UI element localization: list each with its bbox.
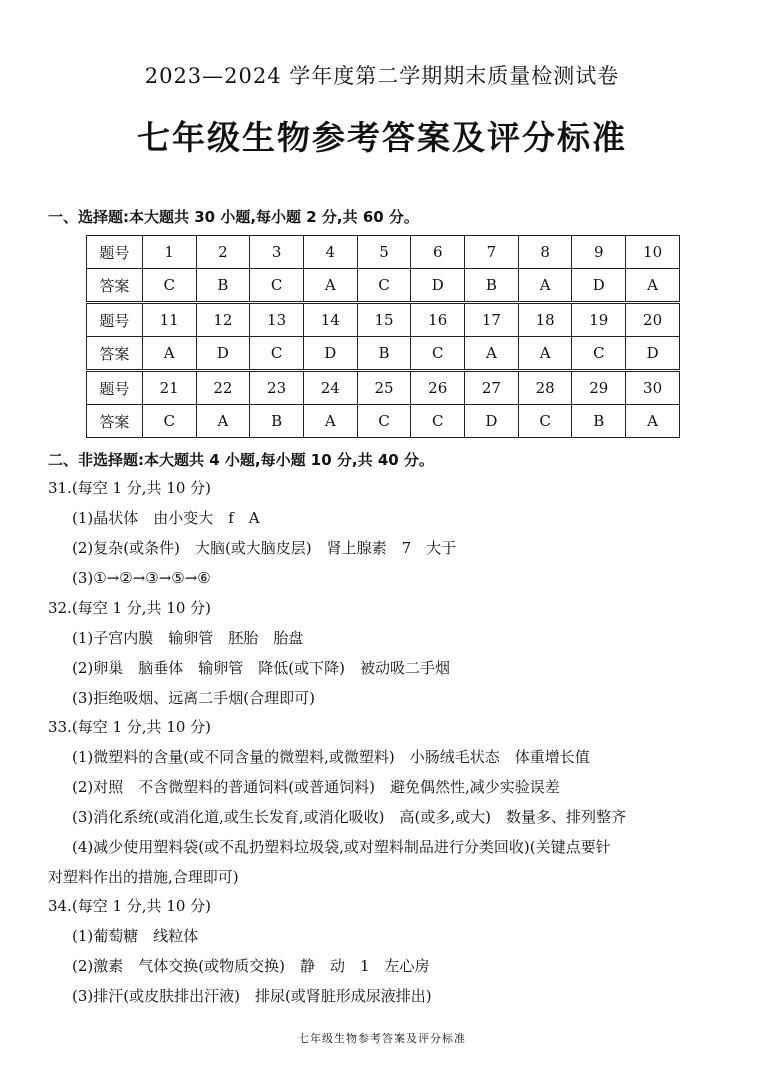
answer-line: (2)对照 不含微塑料的普通饲料(或普通饲料) 避免偶然性,减少实验误差 bbox=[72, 778, 560, 796]
question-number-cell: 24 bbox=[303, 371, 357, 405]
answer-cell: C bbox=[572, 337, 626, 371]
answer-cell: B bbox=[250, 405, 304, 438]
exam-subtitle: 2023—2024 学年度第二学期期末质量检测试卷 bbox=[144, 64, 620, 88]
answer-cell: A bbox=[142, 337, 196, 371]
document-title: 七年级生物参考答案及评分标准 bbox=[137, 118, 627, 157]
answer-cell: C bbox=[142, 405, 196, 438]
question-number-cell: 15 bbox=[357, 303, 411, 337]
answer-line: (1)子宫内膜 输卵管 胚胎 胎盘 bbox=[72, 629, 304, 647]
answer-cell: C bbox=[250, 337, 304, 371]
question-number-cell: 2 bbox=[196, 236, 250, 269]
answer-line: (1)微塑料的含量(或不同含量的微塑料,或微塑料) 小肠绒毛状态 体重增长值 bbox=[72, 748, 590, 766]
question-number-row bbox=[87, 371, 680, 405]
question-number-cell: 17 bbox=[465, 303, 519, 337]
section-1-heading: 一、选择题:本大题共 30 小题,每小题 2 分,共 60 分。 bbox=[48, 208, 419, 226]
answer-cell: C bbox=[411, 337, 465, 371]
answer-cell: A bbox=[518, 269, 572, 303]
question-number-cell: 14 bbox=[303, 303, 357, 337]
question-number-cell: 9 bbox=[572, 236, 626, 269]
answer-line: (2)激素 气体交换(或物质交换) 静 动 1 左心房 bbox=[72, 957, 430, 975]
question-number-cell: 6 bbox=[411, 236, 465, 269]
question-number-cell: 26 bbox=[411, 371, 465, 405]
answer-cell: A bbox=[626, 269, 680, 303]
question-number-row bbox=[87, 303, 680, 337]
answer-cell: C bbox=[142, 269, 196, 303]
answer-cell: A bbox=[303, 269, 357, 303]
question-number-cell: 3 bbox=[250, 236, 304, 269]
answer-cell: A bbox=[303, 405, 357, 438]
question-number-cell: 4 bbox=[303, 236, 357, 269]
question-number-cell: 11 bbox=[142, 303, 196, 337]
answer-cell: C bbox=[250, 269, 304, 303]
answer-cell: D bbox=[626, 337, 680, 371]
question-heading: 31.(每空 1 分,共 10 分) bbox=[48, 479, 212, 497]
section-2-heading: 二、非选择题:本大题共 4 小题,每小题 10 分,共 40 分。 bbox=[48, 451, 434, 469]
answer-cell: D bbox=[465, 405, 519, 438]
answer-cell: A bbox=[196, 405, 250, 438]
answer-cell: D bbox=[411, 269, 465, 303]
question-number-cell: 16 bbox=[411, 303, 465, 337]
question-number-cell: 7 bbox=[465, 236, 519, 269]
question-32 bbox=[48, 593, 738, 713]
question-34 bbox=[48, 891, 738, 1011]
answer-row bbox=[87, 405, 680, 438]
answer-line: (1)葡萄糖 线粒体 bbox=[72, 927, 199, 945]
answer-cell: D bbox=[196, 337, 250, 371]
answer-row bbox=[87, 269, 680, 303]
question-number-cell: 1 bbox=[142, 236, 196, 269]
question-number-cell: 27 bbox=[465, 371, 519, 405]
answer-cell: C bbox=[357, 405, 411, 438]
answer-line: (3)①→②→③→⑤→⑥ bbox=[72, 569, 211, 587]
answer-cell: A bbox=[626, 405, 680, 438]
answer-cell: B bbox=[357, 337, 411, 371]
answer-cell: B bbox=[465, 269, 519, 303]
row-label: 题号 bbox=[87, 371, 143, 405]
question-number-cell: 19 bbox=[572, 303, 626, 337]
answer-line: (2)复杂(或条件) 大脑(或大脑皮层) 肾上腺素 7 大于 bbox=[72, 539, 457, 557]
answer-cell: A bbox=[465, 337, 519, 371]
question-number-cell: 21 bbox=[142, 371, 196, 405]
question-number-cell: 12 bbox=[196, 303, 250, 337]
answer-cell: B bbox=[196, 269, 250, 303]
answer-line: (2)卵巢 脑垂体 输卵管 降低(或下降) 被动吸二手烟 bbox=[72, 659, 450, 677]
answer-line: (3)消化系统(或消化道,或生长发育,或消化吸收) 高(或多,或大) 数量多、排列整齐 bbox=[72, 808, 626, 826]
answer-cell: C bbox=[518, 405, 572, 438]
question-number-cell: 30 bbox=[626, 371, 680, 405]
answer-line: (4)减少使用塑料袋(或不乱扔塑料垃圾袋,或对塑料制品进行分类回收)(关键点要针 bbox=[72, 838, 611, 856]
question-number-cell: 13 bbox=[250, 303, 304, 337]
question-number-cell: 18 bbox=[518, 303, 572, 337]
question-heading: 34.(每空 1 分,共 10 分) bbox=[48, 897, 212, 915]
answer-cell: A bbox=[518, 337, 572, 371]
question-heading: 32.(每空 1 分,共 10 分) bbox=[48, 599, 212, 617]
question-number-cell: 5 bbox=[357, 236, 411, 269]
row-label: 题号 bbox=[87, 303, 143, 337]
row-label: 答案 bbox=[87, 337, 143, 371]
question-number-cell: 20 bbox=[626, 303, 680, 337]
answer-line: (3)排汗(或皮肤排出汗液) 排尿(或肾脏形成尿液排出) bbox=[72, 987, 432, 1005]
answer-cell: C bbox=[357, 269, 411, 303]
question-number-cell: 8 bbox=[518, 236, 572, 269]
answer-line-continued: 对塑料作出的措施,合理即可) bbox=[48, 868, 239, 886]
multiple-choice-answer-table bbox=[86, 235, 680, 438]
row-label: 题号 bbox=[87, 236, 143, 269]
question-number-cell: 23 bbox=[250, 371, 304, 405]
question-number-row bbox=[87, 236, 680, 269]
question-heading: 33.(每空 1 分,共 10 分) bbox=[48, 718, 212, 736]
answer-cell: D bbox=[572, 269, 626, 303]
question-31 bbox=[48, 473, 738, 593]
answer-line: (1)晶状体 由小变大 f A bbox=[72, 509, 260, 527]
question-number-cell: 10 bbox=[626, 236, 680, 269]
answer-cell: C bbox=[411, 405, 465, 438]
answer-cell: D bbox=[303, 337, 357, 371]
row-label: 答案 bbox=[87, 269, 143, 303]
row-label: 答案 bbox=[87, 405, 143, 438]
question-33 bbox=[48, 712, 738, 892]
answer-row bbox=[87, 337, 680, 371]
question-number-cell: 29 bbox=[572, 371, 626, 405]
question-number-cell: 22 bbox=[196, 371, 250, 405]
page-footer: 七年级生物参考答案及评分标准 bbox=[298, 1032, 466, 1045]
answer-line: (3)拒绝吸烟、远离二手烟(合理即可) bbox=[72, 689, 315, 707]
question-number-cell: 28 bbox=[518, 371, 572, 405]
answer-cell: B bbox=[572, 405, 626, 438]
question-number-cell: 25 bbox=[357, 371, 411, 405]
